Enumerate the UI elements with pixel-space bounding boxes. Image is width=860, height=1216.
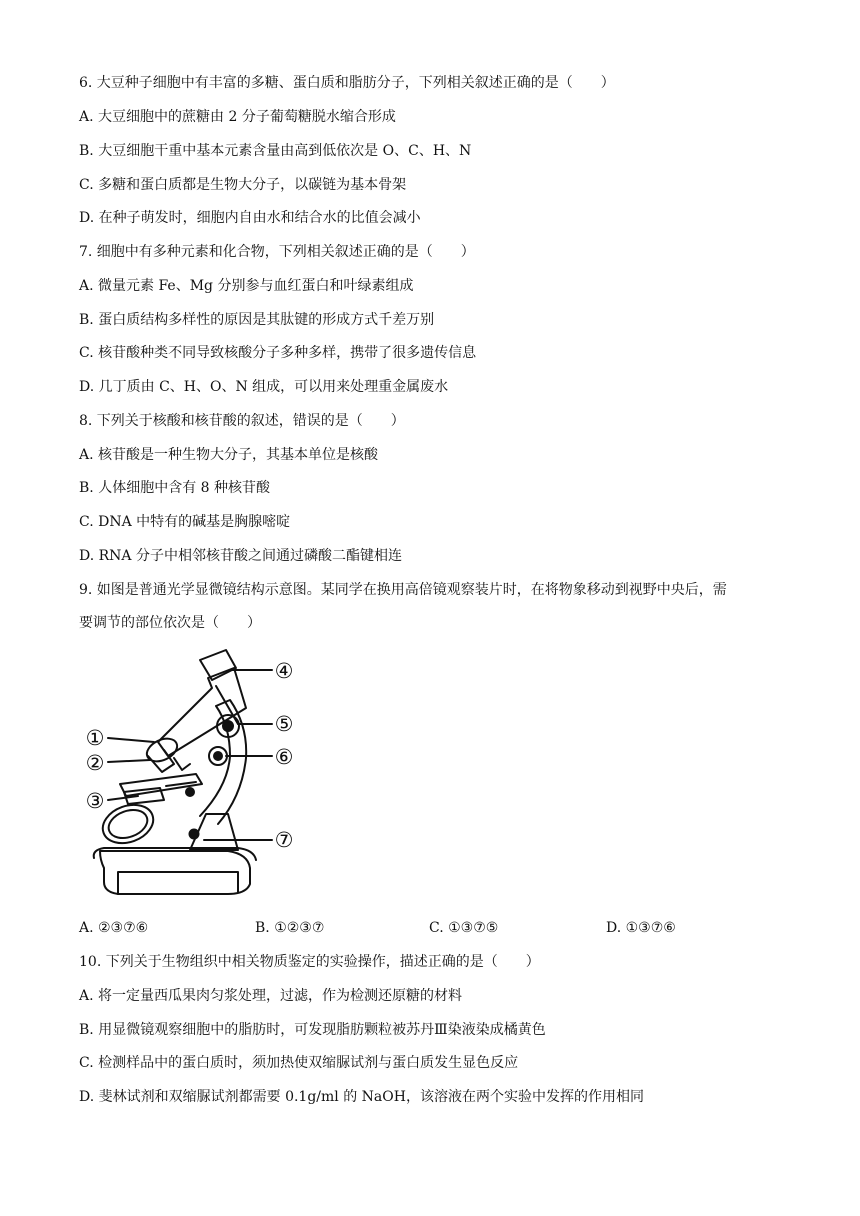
question-8-stem: 8. 下列关于核酸和核苷酸的叙述，错误的是（ ） — [79, 413, 405, 429]
inclination-joint-dot — [190, 830, 199, 839]
question-10-option-a: A. 将一定量西瓜果肉匀浆处理，过滤，作为检测还原糖的材料 — [79, 988, 463, 1004]
label-5: ⑤ — [274, 712, 294, 736]
microscope-arm — [200, 700, 246, 824]
question-9-stem-line1: 9. 如图是普通光学显微镜结构示意图。某同学在换用高倍镜观察装片时，在将物象移动到视野中央后，需 — [79, 582, 727, 598]
question-9-option-d: D. ①③⑦⑥ — [606, 920, 676, 936]
leader-line-2 — [108, 760, 150, 762]
eyepiece — [200, 650, 236, 680]
question-8-option-a: A. 核苷酸是一种生物大分子，其基本单位是核酸 — [79, 447, 379, 463]
question-6-option-d: D. 在种子萌发时，细胞内自由水和结合水的比值会减小 — [79, 210, 421, 226]
label-3: ③ — [85, 789, 105, 813]
question-8-option-b: B. 人体细胞中含有 8 种核苷酸 — [79, 480, 270, 496]
label-6: ⑥ — [274, 745, 294, 769]
question-9-stem-line2: 要调节的部位依次是（ ） — [79, 615, 261, 631]
label-2: ② — [85, 751, 105, 775]
microscope-figure — [78, 646, 310, 898]
label-1: ① — [85, 726, 105, 750]
question-7-option-d: D. 几丁质由 C、H、O、N 组成，可以用来处理重金属废水 — [79, 379, 449, 395]
question-9-option-a: A. ②③⑦⑥ — [79, 920, 149, 936]
question-8-option-c: C. DNA 中特有的碱基是胸腺嘧啶 — [79, 514, 291, 530]
question-7-option-c: C. 核苷酸种类不同导致核酸分子多种多样，携带了很多遗传信息 — [79, 345, 477, 361]
question-9-options — [79, 918, 779, 938]
question-7-option-b: B. 蛋白质结构多样性的原因是其肽键的形成方式千差万别 — [79, 312, 435, 328]
label-4: ④ — [274, 659, 294, 683]
question-9-option-c: C. ①③⑦⑤ — [429, 920, 499, 936]
question-6-option-b: B. 大豆细胞干重中基本元素含量由高到低依次是 O、C、H、N — [79, 143, 472, 159]
question-9-option-b: B. ①②③⑦ — [255, 920, 325, 936]
question-10-option-c: C. 检测样品中的蛋白质时，须加热使双缩脲试剂与蛋白质发生显色反应 — [79, 1055, 519, 1071]
question-7-stem: 7. 细胞中有多种元素和化合物，下列相关叙述正确的是（ ） — [79, 244, 475, 260]
label-7: ⑦ — [274, 828, 294, 852]
reflector-mirror — [97, 798, 158, 850]
question-10-option-d: D. 斐林试剂和双缩脲试剂都需要 0.1g/ml 的 NaOH，该溶液在两个实验中发挥的作用相同 — [79, 1089, 644, 1105]
question-6-option-a: A. 大豆细胞中的蔗糖由 2 分子葡萄糖脱水缩合形成 — [79, 109, 396, 125]
question-8-option-d: D. RNA 分子中相邻核苷酸之间通过磷酸二酯键相连 — [79, 548, 402, 564]
body-tube — [158, 668, 246, 756]
question-10-option-b: B. 用显微镜观察细胞中的脂肪时，可发现脂肪颗粒被苏丹Ⅲ染液染成橘黄色 — [79, 1022, 546, 1038]
leader-line-1 — [108, 738, 154, 742]
question-6-option-c: C. 多糖和蛋白质都是生物大分子，以碳链为基本骨架 — [79, 177, 407, 193]
leader-line-3 — [108, 796, 138, 800]
question-7-option-a: A. 微量元素 Fe、Mg 分别参与血红蛋白和叶绿素组成 — [79, 278, 414, 294]
question-6-stem: 6. 大豆种子细胞中有丰富的多糖、蛋白质和脂肪分子，下列相关叙述正确的是（ ） — [79, 75, 615, 91]
question-10-stem: 10. 下列关于生物组织中相关物质鉴定的实验操作，描述正确的是（ ） — [79, 954, 540, 970]
